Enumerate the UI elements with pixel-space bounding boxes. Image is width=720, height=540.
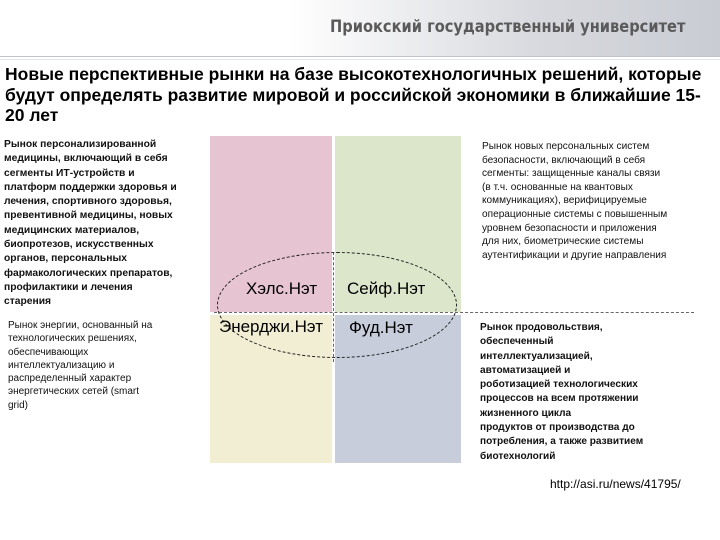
source-link[interactable]: http://asi.ru/news/41795/ — [550, 477, 681, 491]
label-energy-net: Энерджи.Нэт — [219, 317, 324, 336]
label-safe-net: Сейф.Нэт — [347, 279, 426, 298]
description-security: Рынок новых персональных систем безопасности, включающий в себя сегменты: защищенные каналы связи (в т.ч. основанные на квантовых коммуникациях), верифицируемые операционные системы с повышенным уровнем безопасности и приложения для них, биометрические системы аутентификации и другие направления — [482, 141, 668, 261]
header-divider — [0, 56, 720, 57]
header-divider-light — [0, 59, 720, 60]
description-food: Рынок продовольствия, обеспеченный интеллектуализацией, автоматизацией и роботизацией технологических процессов на всем протяжении жизненного цикла продуктов от производства до потребления, а также развитием биотехнологий — [480, 322, 644, 462]
center-ellipse — [217, 252, 457, 358]
description-medicine: Рынок персонализированной медицины, включающий в себя сегменты ИТ-устройств и платформ поддержки здоровья и лечения, спортивного здоровья, превентивной медицины, новых медицинских материалов, биопротезов, искусственных органов, персональных фармакологических препаратов, профилактики и лечения старения — [4, 139, 177, 308]
university-name: Приокский государственный университет — [330, 17, 686, 37]
description-energy: Рынок энергии, основанный на технологических решениях, обеспечивающих интеллектуализацию и распределенный характер энергетических сетей (smart grid) — [8, 320, 153, 411]
slide-title: Новые перспективные рынки на базе высокотехнологичных решений, которые будут определять развитие мировой и российской экономики в ближайшие 15-20 лет — [5, 64, 702, 125]
label-health-net: Хэлс.Нэт — [246, 279, 318, 298]
label-food-net: Фуд.Нэт — [349, 318, 413, 337]
